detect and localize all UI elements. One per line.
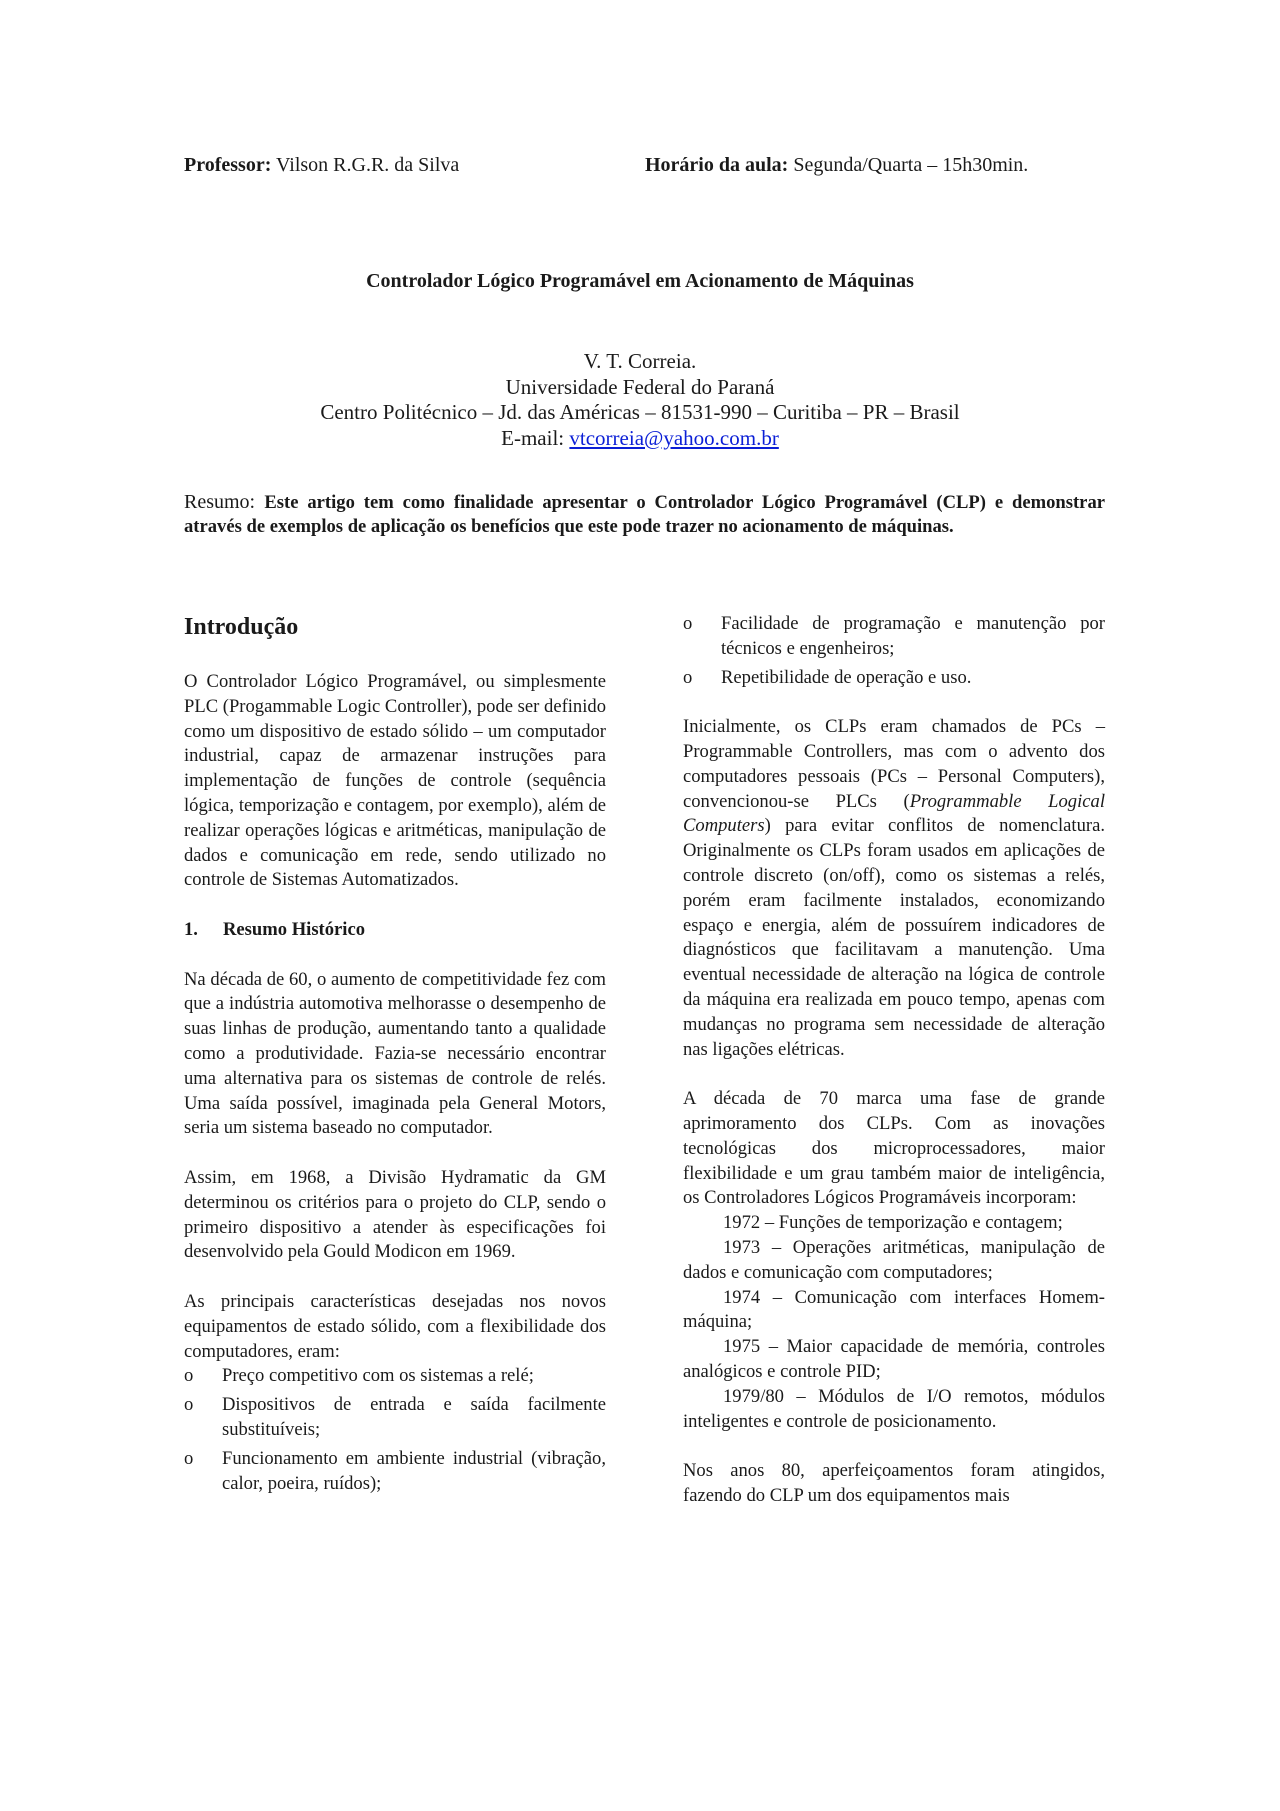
author-block (0, 349, 1280, 451)
bullet-marker: o (683, 613, 693, 634)
bullet-marker: o (184, 1365, 194, 1387)
milestone-item: 1974 – Comunicação com interfaces Homem-máquina; (683, 1286, 1105, 1333)
abstract-text: Este artigo tem como finalidade apresentar o Controlador Lógico Programável (CLP) e demonstrar através de exemplos de aplicação os benefícios que este pode trazer no acionamento de máquinas. (184, 492, 1105, 537)
list-item: o Facilidade de programação e manutenção por técnicos e engenheiros; (683, 612, 1105, 662)
list-item: o Dispositivos de entrada e saída facilmente substituíveis; (184, 1393, 606, 1443)
section-number: 1. (184, 918, 198, 940)
bullet-marker: o (184, 1447, 194, 1469)
abstract-label: Resumo: (184, 491, 265, 513)
milestone-item: 1973 – Operações aritméticas, manipulação de dados e comunicação com computadores; (683, 1236, 1105, 1283)
abstract (184, 490, 1105, 539)
left-column (184, 612, 606, 1500)
history-paragraph-5: A década de 70 marca uma fase de grande aprimoramento dos CLPs. Com as inovações tecnológicas dos microprocessadores, maior flexibilidade e um grau também maior de inteligência, os Controladores Lógicos Programáveis incorporam: (683, 1088, 1105, 1209)
email-link[interactable]: vtcorreia@yahoo.com.br (569, 425, 779, 450)
schedule-line (645, 152, 1028, 178)
features-list-right (683, 612, 1105, 690)
paper-title: Controlador Lógico Programável em Acionamento de Máquinas (366, 270, 914, 292)
history-paragraph-3: As principais características desejadas nos novos equipamentos de estado sólido, com a flexibilidade dos computadores, eram: (184, 1290, 606, 1362)
email-label: E-mail: (501, 425, 570, 450)
features-list-left (184, 1364, 606, 1496)
professor-label: Professor: (184, 154, 272, 176)
right-column (683, 612, 1105, 1509)
list-item: o Funcionamento em ambiente industrial (vibração, calor, poeira, ruídos); (184, 1447, 606, 1497)
schedule-label: Horário da aula: (645, 154, 789, 176)
milestone-item: 1972 – Funções de temporização e contagem; (723, 1212, 1063, 1234)
address: Centro Politécnico – Jd. das Américas – 81531-990 – Curitiba – PR – Brasil (320, 400, 960, 424)
intro-heading: Introdução (184, 614, 299, 640)
list-item: o Repetibilidade de operação e uso. (683, 666, 1105, 691)
intro-paragraph: O Controlador Lógico Programável, ou simplesmente PLC (Progammable Logic Controller), pode ser definido como um dispositivo de estado sólido – um computador industrial, capaz de armazenar instruções para implementação de funções de controle (sequência lógica, temporização e contagem, por exemplo), além de realizar operações lógicas e aritméticas, manipulação de dados e comunicação em rede, sendo utilizado no controle de Sistemas Automatizados. (184, 671, 606, 891)
list-item: o Preço competitivo com os sistemas a relé; (184, 1364, 606, 1389)
schedule-value: Segunda/Quarta – 15h30min. (793, 154, 1029, 176)
bullet-marker: o (184, 1394, 194, 1416)
institution: Universidade Federal do Paraná (505, 374, 775, 399)
author-name: V. T. Correia. (583, 349, 697, 373)
bullet-marker: o (683, 666, 693, 688)
milestone-item: 1975 – Maior capacidade de memória, controles analógicos e controle PID; (683, 1336, 1105, 1382)
professor-name: Vilson R.G.R. da Silva (276, 154, 460, 176)
history-paragraph-6: Nos anos 80, aperfeiçoamentos foram atingidos, fazendo do CLP um dos equipamentos mais (683, 1460, 1105, 1506)
email-line (0, 426, 1280, 452)
milestone-item: 1979/80 – Módulos de I/O remotos, módulos inteligentes e controle de posicionamento. (683, 1385, 1105, 1432)
history-paragraph-2: Assim, em 1968, a Divisão Hydramatic da GM determinou os critérios para o projeto do CLP, sendo o primeiro dispositivo a atender às especificações foi desenvolvido pela Gould Modicon em 1969. (184, 1166, 606, 1263)
section-title: Resumo Histórico (223, 918, 366, 940)
italic-term: Programmable Logical Computers (683, 790, 1105, 837)
history-paragraph-4: Inicialmente, os CLPs eram chamados de PCs – Programmable Controllers, mas com o advento dos computadores pessoais (PCs – Personal Computers), convencionou-se PLCs (Programmable Logical Computers) para evitar conflitos de nomenclatura. Originalmente os CLPs foram usados em aplicações de controle discreto (on/off), como os sistemas a relés, porém eram facilmente instalados, economizando espaço e energia, além de possuírem indicadores de diagnósticos que facilitavam a manutenção. Uma eventual necessidade de alteração na lógica de controle da máquina era realizada em pouco tempo, apenas com mudanças no programa sem necessidade de alteração nas ligações elétricas. (683, 716, 1105, 1060)
section-heading (184, 918, 606, 943)
milestones-list (683, 1211, 1105, 1434)
professor-line (184, 152, 459, 178)
history-paragraph-1: Na década de 60, o aumento de competitividade fez com que a indústria automotiva melhorasse o desempenho de suas linhas de produção, aumentando tanto a qualidade como a produtividade. Fazia-se necessário encontrar uma alternativa para os sistemas de controle de relés. Uma saída possível, imaginada pela General Motors, seria um sistema baseado no computador. (184, 968, 606, 1139)
